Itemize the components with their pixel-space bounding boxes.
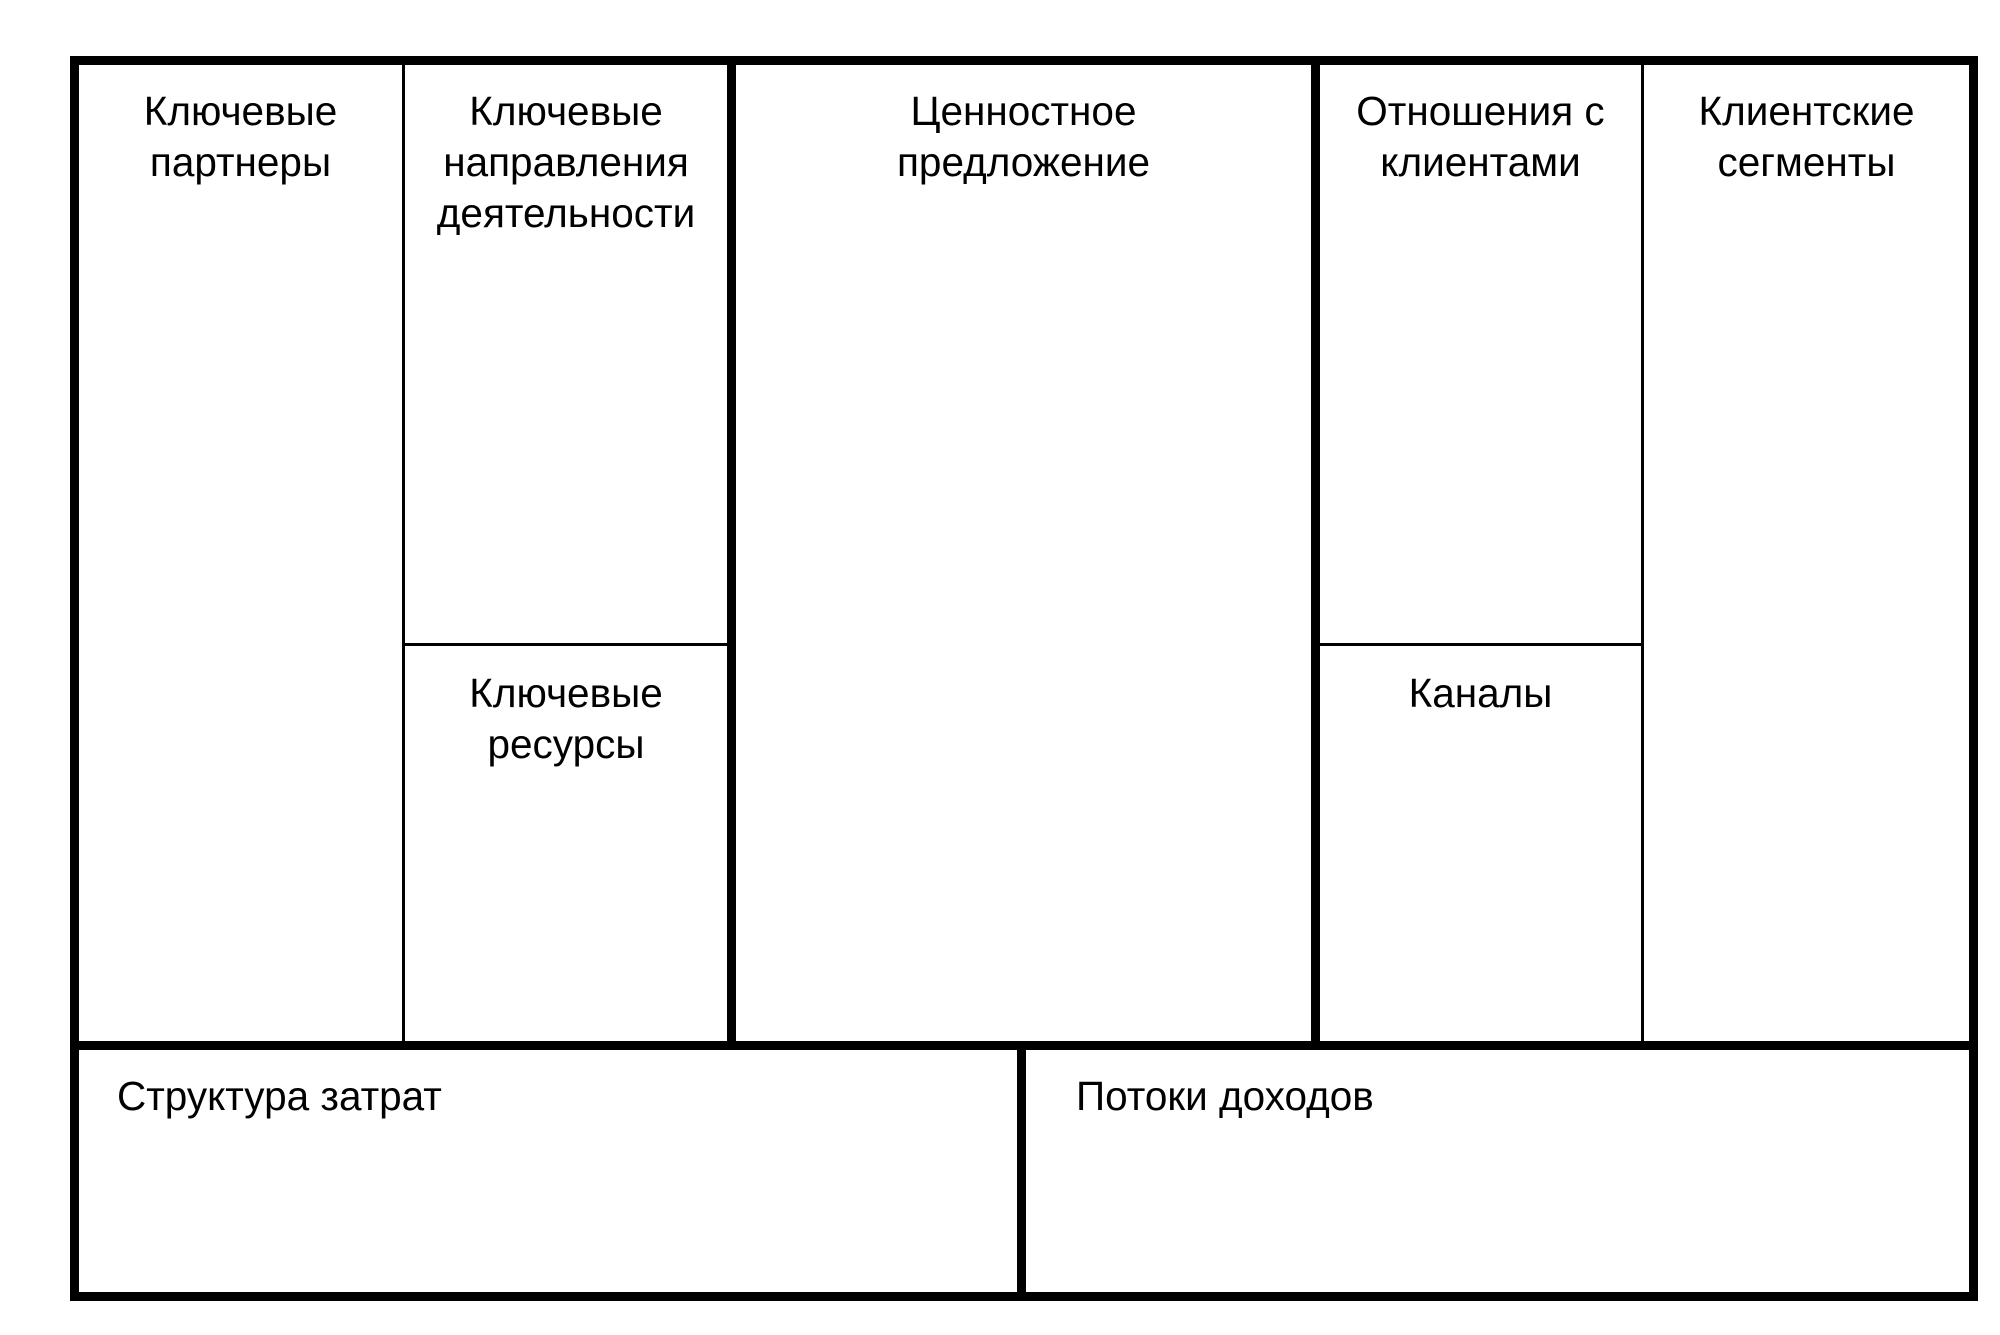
channels-label: Каналы	[1408, 670, 1553, 716]
outer-border-top	[70, 56, 1978, 65]
key-resources-label: Ключевые ресурсы	[469, 670, 663, 767]
customer-relationships-label: Отношения с клиентами	[1356, 88, 1605, 185]
outer-border-left	[70, 56, 79, 1301]
outer-border-right	[1969, 56, 1978, 1301]
key-activities-label: Ключевые направления деятельности	[436, 88, 696, 236]
value-proposition-left-divider	[727, 56, 736, 1050]
cost-structure-label: Структура затрат	[117, 1073, 442, 1119]
relationships-segments-divider	[1641, 56, 1644, 1050]
customer-segments-label: Клиентские сегменты	[1698, 88, 1915, 185]
activities-resources-divider	[402, 643, 732, 646]
value-proposition-right-divider	[1311, 56, 1320, 1050]
value-proposition-label: Ценностное предложение	[896, 88, 1150, 185]
cost-revenue-divider	[1017, 1041, 1026, 1301]
key-partners-label: Ключевые партнеры	[143, 88, 338, 185]
relationships-channels-divider	[1315, 643, 1644, 646]
revenue-streams-label: Потоки доходов	[1076, 1073, 1374, 1119]
